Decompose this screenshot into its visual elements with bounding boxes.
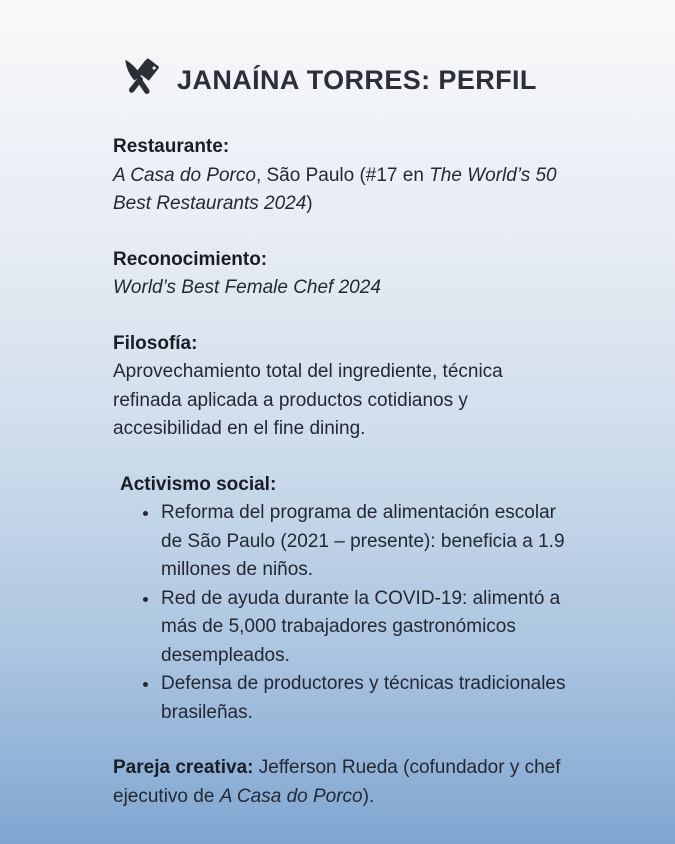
partner-name: Jefferson Rueda (cofundador y chef ejecutivo de: [113, 757, 561, 807]
partner-label: Pareja creativa:: [113, 757, 254, 778]
restaurant-label: Restaurante:: [113, 136, 230, 157]
ranking-list-name: The World’s 50 Best Restaurants 2024: [113, 164, 557, 214]
header: [113, 54, 571, 106]
philosophy-label: Filosofía:: [113, 332, 198, 354]
activism-label: Activismo social:: [120, 473, 277, 495]
partner-restaurant-name: A Casa do Porco: [219, 785, 363, 807]
recognition-label: Reconocimiento:: [113, 248, 268, 270]
section-partner: [113, 754, 571, 811]
partner-text: [113, 754, 571, 811]
section-recognition: [113, 246, 571, 303]
list-item: • Reforma del programa de alimentación escolar de São Paulo (2021 – presente): beneficia a 1.9 millones de niños.: [160, 499, 571, 585]
restaurant-text-close: ): [306, 193, 313, 214]
section-activism: [113, 471, 571, 728]
list-item: • Red de ayuda durante la COVID-19: alimentó a más de 5,000 trabajadores gastronómicos desempleados.: [160, 585, 571, 671]
section-philosophy: [113, 330, 571, 444]
crossed-knife-and-cleaver-icon: [113, 54, 165, 106]
partner-text-close: ).: [362, 785, 375, 807]
list-item: • Defensa de productores y técnicas tradicionales brasileñas.: [160, 670, 571, 727]
philosophy-text: Aprovechamiento total del ingrediente, técnica refinada aplicada a productos cotidianos y accesibilidad en el fine dining.: [113, 361, 503, 439]
restaurant-name: A Casa do Porco: [113, 164, 256, 186]
page-title: JANAÍNA TORRES: PERFIL: [177, 64, 537, 95]
section-restaurant: [113, 133, 571, 219]
recognition-text: World’s Best Female Chef 2024: [113, 277, 381, 298]
restaurant-text: [113, 162, 571, 219]
activism-bullet-list: [113, 499, 571, 727]
restaurant-location: , São Paulo (#17 en: [255, 164, 430, 186]
